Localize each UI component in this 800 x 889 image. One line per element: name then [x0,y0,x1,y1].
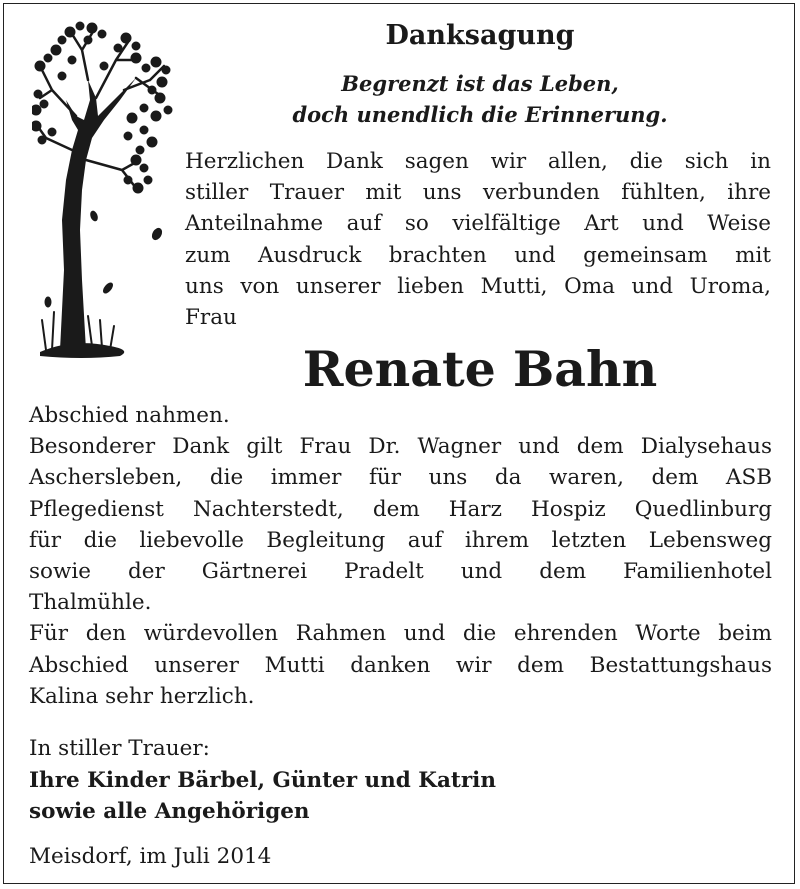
place-date: Meisdorf, im Juli 2014 [29,844,272,869]
text-line: Kalina sehr herzlich. [29,683,255,709]
text-line: zum Ausdruck brachten und gemeinsam mit [185,242,771,268]
intro-paragraph [185,146,771,333]
family-names: Ihre Kinder Bärbel, Günter und Katrin [29,767,496,793]
body-paragraph [29,400,772,712]
text-line: Pflegedienst Nachterstedt, dem Harz Hospiz Quedlinburg [29,496,772,522]
motto [230,68,730,130]
text-line: Thalmühle. [29,590,152,616]
text-line: für die liebevolle Begleitung auf ihrem letzten Lebensweg [29,527,772,553]
deceased-name: Renate Bahn [302,340,658,398]
text-line: stiller Trauer mit uns verbunden fühlten, ihre [185,180,771,206]
text-line: Abschied nahmen. [29,403,230,428]
text-line: uns von unserer lieben Mutti, Oma und Uroma, [185,273,771,299]
text-line: Besonderer Dank gilt Frau Dr. Wagner und dem Dialysehaus [29,434,772,460]
notice-heading: Danksagung [385,20,575,51]
text-line: Für den würdevollen Rahmen und die ehrenden Worte beim [29,621,772,647]
tree-icon [32,20,182,360]
closing-block [29,733,772,828]
closing-intro: In stiller Trauer: [29,736,210,761]
text-line: Abschied unserer Mutti danken wir dem Bestattungshaus [29,652,772,678]
text-line: Frau [185,304,237,330]
text-line: Aschersleben, die immer für uns da waren, dem ASB [29,465,772,491]
text-line: sowie der Gärtnerei Pradelt und dem Familienhotel [29,558,772,584]
text-line: Anteilnahme auf so vielfältige Art und Weise [185,211,771,237]
motto-line: Begrenzt ist das Leben, [341,71,619,96]
text-line: Herzlichen Dank sagen wir allen, die sich in [185,149,771,174]
family-relatives: sowie alle Angehörigen [29,799,310,824]
motto-line: doch unendlich die Erinnerung. [292,102,668,127]
